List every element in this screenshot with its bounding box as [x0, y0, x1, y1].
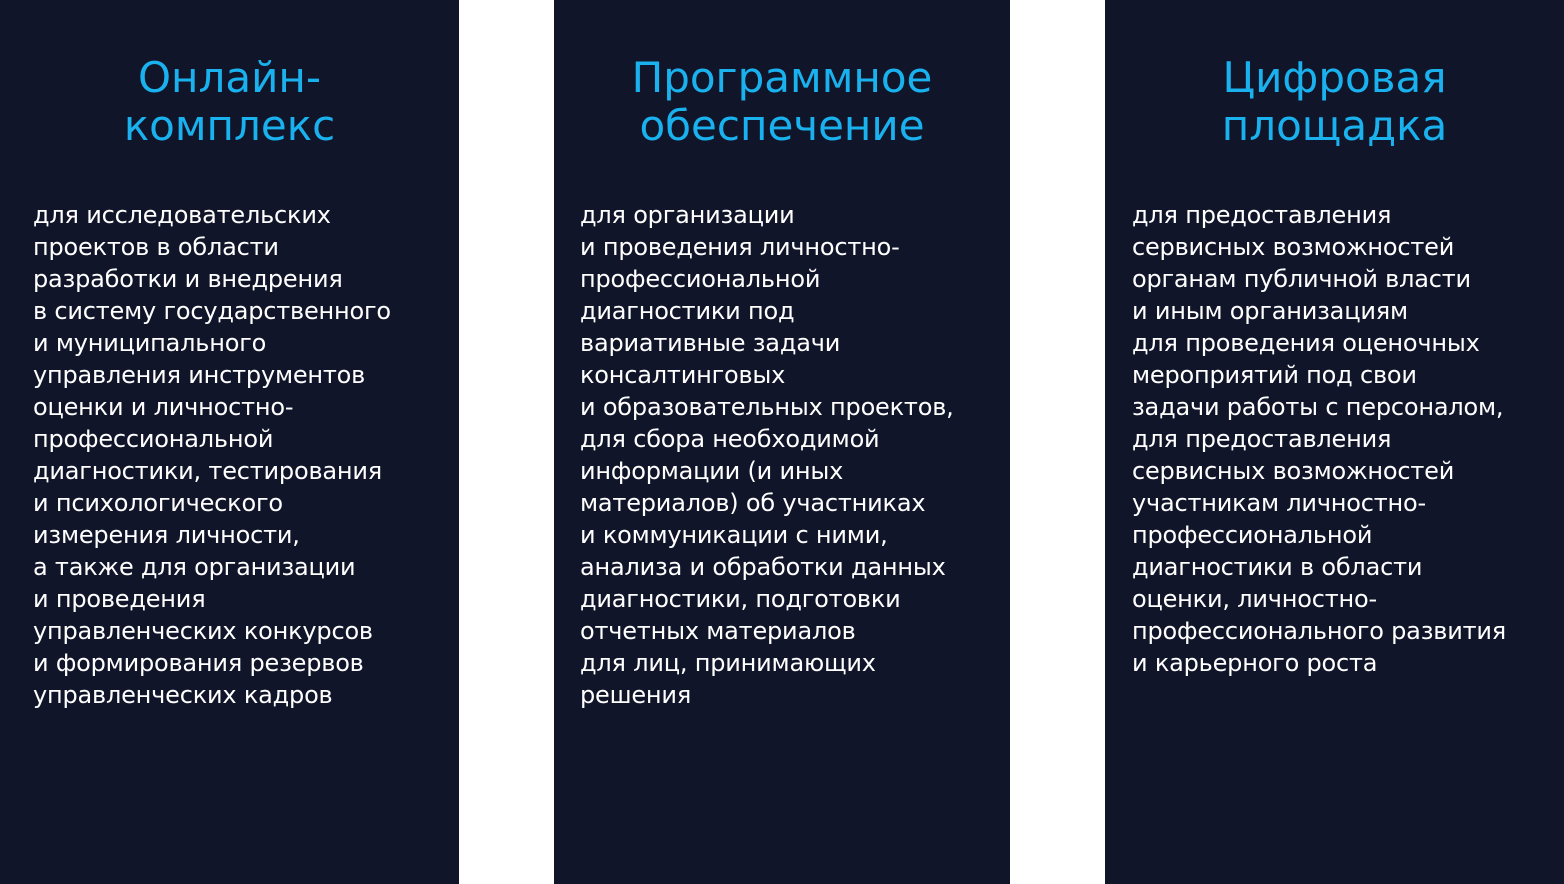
- card-description-line: решения: [580, 681, 692, 709]
- card-description-line: органам публичной власти: [1132, 265, 1471, 293]
- card-title: [1105, 54, 1564, 150]
- card-description-line: профессиональной: [1132, 521, 1373, 549]
- card-description-line: диагностики, подготовки: [580, 585, 901, 613]
- card-title: [554, 54, 1010, 150]
- card-description-line: и карьерного роста: [1132, 649, 1378, 677]
- card-description-line: задачи работы с персоналом,: [1132, 393, 1504, 421]
- card-title-line: Онлайн-: [137, 53, 321, 102]
- card-description-line: и проведения: [33, 585, 206, 613]
- card-description-line: для исследовательских: [33, 201, 331, 229]
- card-description-line: для лиц, принимающих: [580, 649, 876, 677]
- card-description-line: анализа и обработки данных: [580, 553, 946, 581]
- card-description-line: участникам личностно-: [1132, 489, 1426, 517]
- card-description-line: мероприятий под свои: [1132, 361, 1417, 389]
- card-description-line: и иным организациям: [1132, 297, 1408, 325]
- card-description-line: для предоставления: [1132, 425, 1392, 453]
- card-description: [33, 199, 391, 711]
- card-description-line: вариативные задачи: [580, 329, 841, 357]
- card-description-line: и коммуникации с ними,: [580, 521, 888, 549]
- card-online-complex: [0, 0, 459, 884]
- card-title-line: площадка: [1221, 101, 1448, 150]
- card-description-line: и психологического: [33, 489, 283, 517]
- card-title-line: Программное: [631, 53, 933, 102]
- card-description-line: измерения личности,: [33, 521, 300, 549]
- card-description-line: проектов в области: [33, 233, 279, 261]
- card-description-line: оценки, личностно-: [1132, 585, 1377, 613]
- card-description-line: консалтинговых: [580, 361, 786, 389]
- card-description-line: отчетных материалов: [580, 617, 856, 645]
- card-description: [580, 199, 954, 711]
- card-description-line: профессиональной: [580, 265, 821, 293]
- card-title-line: обеспечение: [639, 101, 925, 150]
- card-title-line: комплекс: [123, 101, 336, 150]
- card-description-line: разработки и внедрения: [33, 265, 343, 293]
- card-description-line: а также для организации: [33, 553, 356, 581]
- card-digital-platform: [1105, 0, 1564, 884]
- card-description-line: и формирования резервов: [33, 649, 364, 677]
- card-description-line: оценки и личностно-: [33, 393, 294, 421]
- card-description-line: управленческих кадров: [33, 681, 333, 709]
- card-description-line: диагностики, тестирования: [33, 457, 383, 485]
- card-description-line: для сбора необходимой: [580, 425, 880, 453]
- card-description-line: управленческих конкурсов: [33, 617, 373, 645]
- card-description-line: для организации: [580, 201, 795, 229]
- card-description-line: в систему государственного: [33, 297, 391, 325]
- card-description-line: информации (и иных: [580, 457, 844, 485]
- card-description-line: сервисных возможностей: [1132, 457, 1455, 485]
- card-title-line: Цифровая: [1222, 53, 1447, 102]
- card-description-line: сервисных возможностей: [1132, 233, 1455, 261]
- card-description-line: диагностики в области: [1132, 553, 1423, 581]
- card-description-line: профессионального развития: [1132, 617, 1507, 645]
- card-description: [1132, 199, 1506, 679]
- card-software: [554, 0, 1010, 884]
- card-description-line: для предоставления: [1132, 201, 1392, 229]
- card-description-line: профессиональной: [33, 425, 274, 453]
- card-description-line: и образовательных проектов,: [580, 393, 954, 421]
- card-description-line: диагностики под: [580, 297, 795, 325]
- card-description-line: и муниципального: [33, 329, 267, 357]
- card-description-line: управления инструментов: [33, 361, 366, 389]
- card-description-line: материалов) об участниках: [580, 489, 926, 517]
- card-description-line: и проведения личностно-: [580, 233, 900, 261]
- card-title: [0, 54, 459, 150]
- card-description-line: для проведения оценочных: [1132, 329, 1480, 357]
